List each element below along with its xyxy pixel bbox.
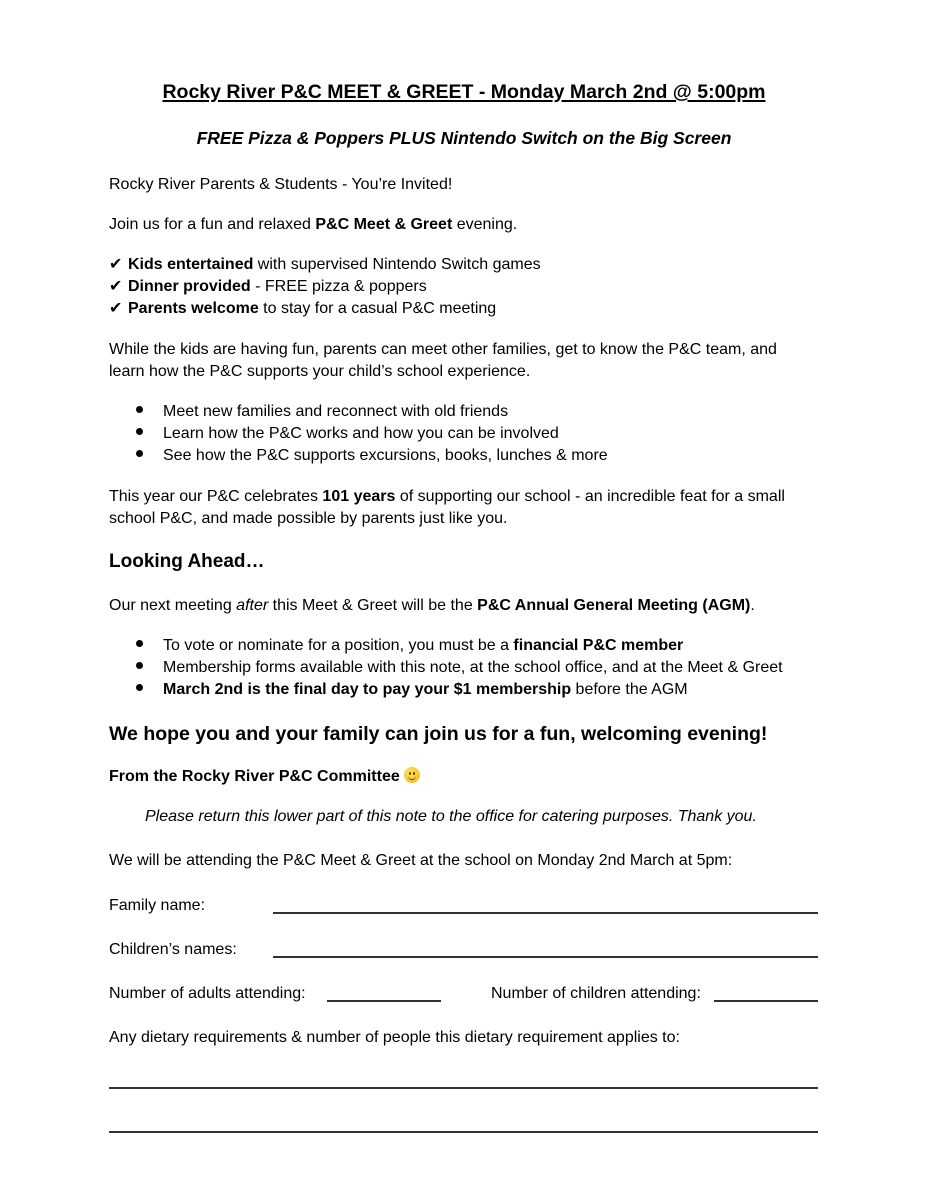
intro-paragraph-line: While the kids are having fun, parents can meet other families, get to know the P&C team, and (109, 341, 777, 358)
dietary-label: Any dietary requirements & number of people this dietary requirement applies to: (109, 1029, 680, 1046)
bullet-icon (136, 640, 143, 647)
greeting: Rocky River Parents & Students - You’re Invited! (109, 176, 453, 193)
list-item: Learn how the P&C works and how you can be involved (136, 423, 559, 445)
page-subtitle: FREE Pizza & Poppers PLUS Nintendo Switch on the Big Screen (196, 128, 732, 148)
bullet-icon (136, 684, 143, 691)
signoff: From the Rocky River P&C Committee (109, 766, 420, 788)
dietary-field-line-2[interactable] (109, 1131, 818, 1133)
list-item: To vote or nominate for a position, you must be a financial P&C member (136, 635, 683, 657)
family-name-field[interactable] (273, 912, 818, 914)
checklist-item: ✔ Dinner provided - FREE pizza & poppers (109, 276, 427, 298)
join-paragraph: Join us for a fun and relaxed P&C Meet & Greet evening. (109, 216, 518, 233)
list-item: Membership forms available with this note, at the school office, and at the Meet & Greet (136, 657, 783, 679)
bullet-icon (136, 450, 143, 457)
return-note: Please return this lower part of this note to the office for catering purposes. Thank you. (145, 808, 757, 825)
bullet-icon (136, 406, 143, 413)
smiley-emoji-icon (404, 767, 420, 783)
bullet-icon (136, 662, 143, 669)
adults-attending-label: Number of adults attending: (109, 985, 306, 1002)
checkmark-icon: ✔ (109, 300, 123, 317)
anniversary-paragraph: This year our P&C celebrates 101 years of supporting our school - an incredible feat for a small (109, 488, 785, 505)
children-names-label: Children’s names: (109, 941, 237, 958)
dietary-field-line-1[interactable] (109, 1087, 818, 1089)
closing-heading: We hope you and your family can join us for a fun, welcoming evening! (109, 723, 768, 745)
checklist-item: ✔ Parents welcome to stay for a casual P&C meeting (109, 298, 496, 320)
list-item: Meet new families and reconnect with old friends (136, 401, 508, 423)
anniversary-paragraph-line2: school P&C, and made possible by parents just like you. (109, 510, 508, 527)
children-attending-label: Number of children attending: (491, 985, 701, 1002)
checkmark-icon: ✔ (109, 278, 123, 295)
family-name-label: Family name: (109, 897, 206, 914)
bullet-icon (136, 428, 143, 435)
section-heading: Looking Ahead… (109, 551, 265, 572)
checklist-item: ✔ Kids entertained with supervised Nintendo Switch games (109, 254, 541, 276)
checkmark-icon: ✔ (109, 256, 123, 273)
children-names-field[interactable] (273, 956, 818, 958)
form-intro: We will be attending the P&C Meet & Greet at the school on Monday 2nd March at 5pm: (109, 852, 733, 869)
children-attending-field[interactable] (714, 1000, 818, 1002)
agm-paragraph: Our next meeting after this Meet & Greet will be the P&C Annual General Meeting (AGM). (109, 597, 755, 614)
list-item: See how the P&C supports excursions, books, lunches & more (136, 445, 608, 467)
page-title: Rocky River P&C MEET & GREET - Monday March 2nd @ 5:00pm (162, 81, 766, 103)
list-item: March 2nd is the final day to pay your $1 membership before the AGM (136, 679, 688, 701)
intro-paragraph-line: learn how the P&C supports your child’s school experience. (109, 363, 531, 380)
adults-attending-field[interactable] (327, 1000, 441, 1002)
